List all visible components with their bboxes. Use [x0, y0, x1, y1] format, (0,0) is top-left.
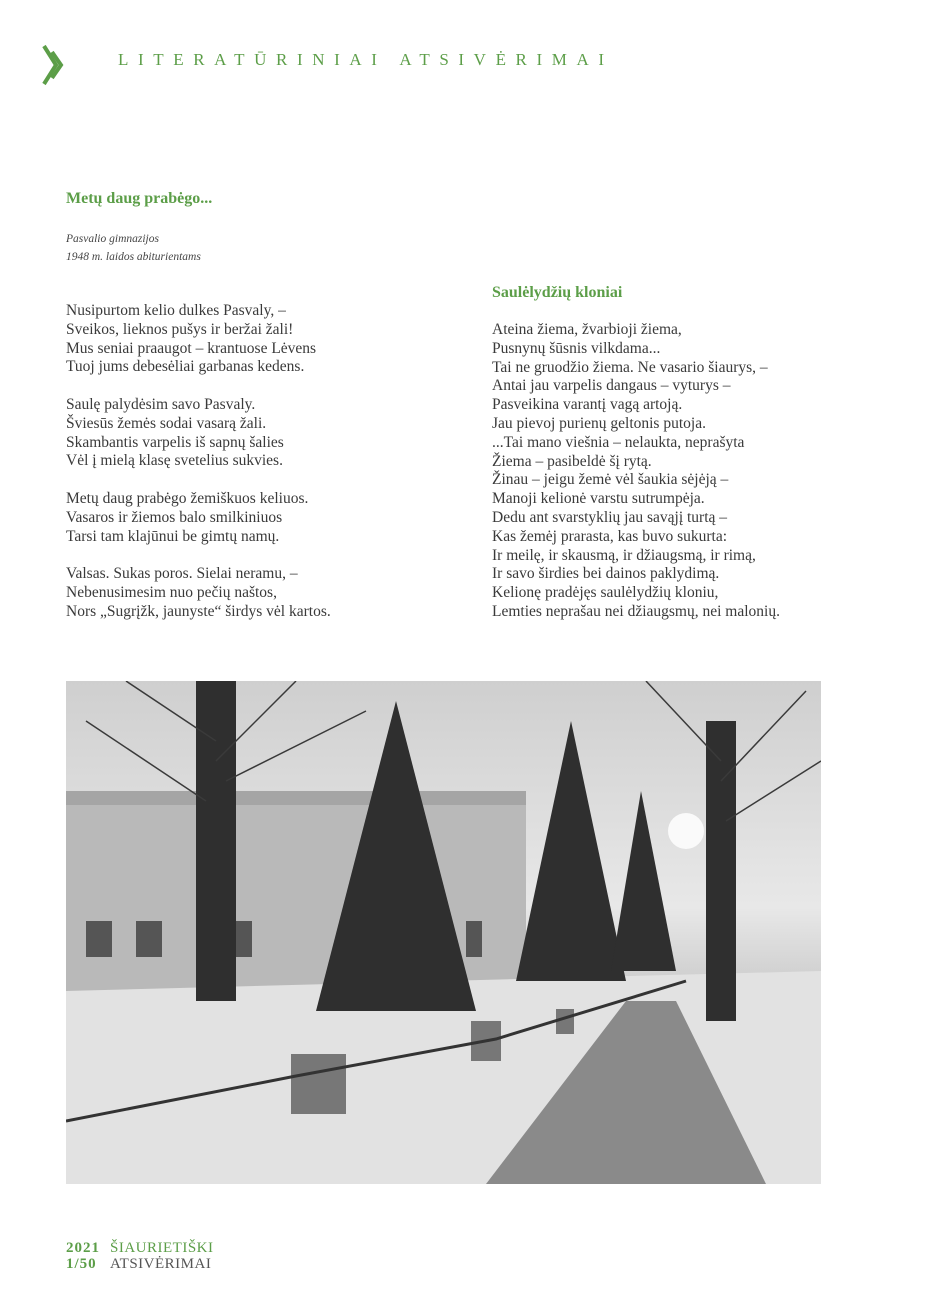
poem-line: Saulę palydėsim savo Pasvaly.	[66, 395, 256, 413]
poem-line: Žinau – jeigu žemė vėl šaukia sėjėją –	[492, 471, 729, 489]
poem-line: Kelionę pradėjęs saulėlydžių kloniu,	[492, 584, 719, 602]
poem-line: Ir meilę, ir skausmą, ir džiaugsmą, ir rimą,	[492, 546, 756, 564]
poem-line: Kas žemėj prarasta, kas buvo sukurta:	[492, 527, 728, 545]
poem-line: Mus seniai praaugot – krantuose Lėvens	[66, 339, 317, 357]
journal-name-line2: ATSIVĖRIMAI	[110, 1256, 212, 1272]
stanza	[66, 396, 331, 471]
poem-body	[66, 302, 331, 640]
running-header: LITERATŪRINIAI ATSIVĖRIMAI	[118, 50, 614, 69]
poem-line: Vasaros ir žiemos balo smilkiniuos	[66, 508, 283, 526]
poem-line: Tarsi tam klajūnui be gimtų namų.	[66, 527, 280, 545]
poem-line: Metų daug prabėgo žemiškuos keliuos.	[66, 489, 309, 507]
poem-title: Saulėlydžių kloniai	[492, 284, 623, 301]
poem-line: Tuoj jums debesėliai garbanas kedens.	[66, 358, 305, 376]
poem-line: Tai ne gruodžio žiema. Ne vasario šiaurys, –	[492, 358, 768, 376]
poem-line: Ir savo širdies bei dainos paklydimą.	[492, 565, 720, 583]
journal-name-line1: ŠIAURIETIŠKI	[110, 1240, 214, 1256]
poem-line: Pusnynų šūsnis vilkdama...	[492, 339, 661, 357]
poem-line: Nebenusimesim nuo pečių naštos,	[66, 583, 277, 601]
winter-school-photo	[66, 681, 821, 1184]
double-chevron-right-icon	[42, 44, 68, 86]
stanza	[66, 490, 331, 546]
footer	[66, 1240, 214, 1272]
poem-line: Manoji kelionė varstu sutrumpėja.	[492, 490, 705, 508]
dedication-line: Pasvalio gimnazijos	[66, 233, 159, 245]
poem-dedication	[66, 230, 201, 266]
poem-line: Lemties neprašau nei džiaugsmų, nei malonių.	[492, 602, 780, 620]
poem-line: Šviesūs žemės sodai vasarą žali.	[66, 414, 267, 432]
footer-year: 2021	[66, 1240, 100, 1256]
poem-line: Antai jau varpelis dangaus – vyturys –	[492, 377, 731, 395]
stanza	[66, 302, 331, 377]
stanza	[66, 565, 331, 621]
poem-line: Pasveikina varantį vagą artoją.	[492, 396, 683, 414]
poem-title: Metų daug prabėgo...	[66, 190, 213, 207]
poem-line: Sveikos, lieknos pušys ir beržai žali!	[66, 320, 294, 338]
poem-line: Skambantis varpelis iš sapnų šalies	[66, 433, 284, 451]
poem-line: Nusipurtom kelio dulkes Pasvaly, –	[66, 302, 286, 319]
poem-line: Nors „Sugrįžk, jaunyste“ širdys vėl kartos.	[66, 602, 331, 620]
poem-line: Ateina žiema, žvarbioji žiema,	[492, 321, 682, 338]
poem-line: Jau pievoj purienų geltonis putoja.	[492, 414, 706, 432]
poem-line: Vėl į mielą klasę svetelius sukvies.	[66, 452, 283, 470]
dedication-line: 1948 m. laidos abiturientams	[66, 251, 201, 263]
footer-issue: 1/50	[66, 1256, 97, 1272]
poem-line: Dedu ant svarstyklių jau savąjį turtą –	[492, 508, 728, 526]
poem-line: Žiema – pasibeldė šį rytą.	[492, 452, 652, 470]
poem-line: ...Tai mano viešnia – nelaukta, neprašyta	[492, 433, 745, 451]
poem-line: Valsas. Sukas poros. Sielai neramu, –	[66, 565, 298, 583]
poem-body	[492, 321, 780, 622]
